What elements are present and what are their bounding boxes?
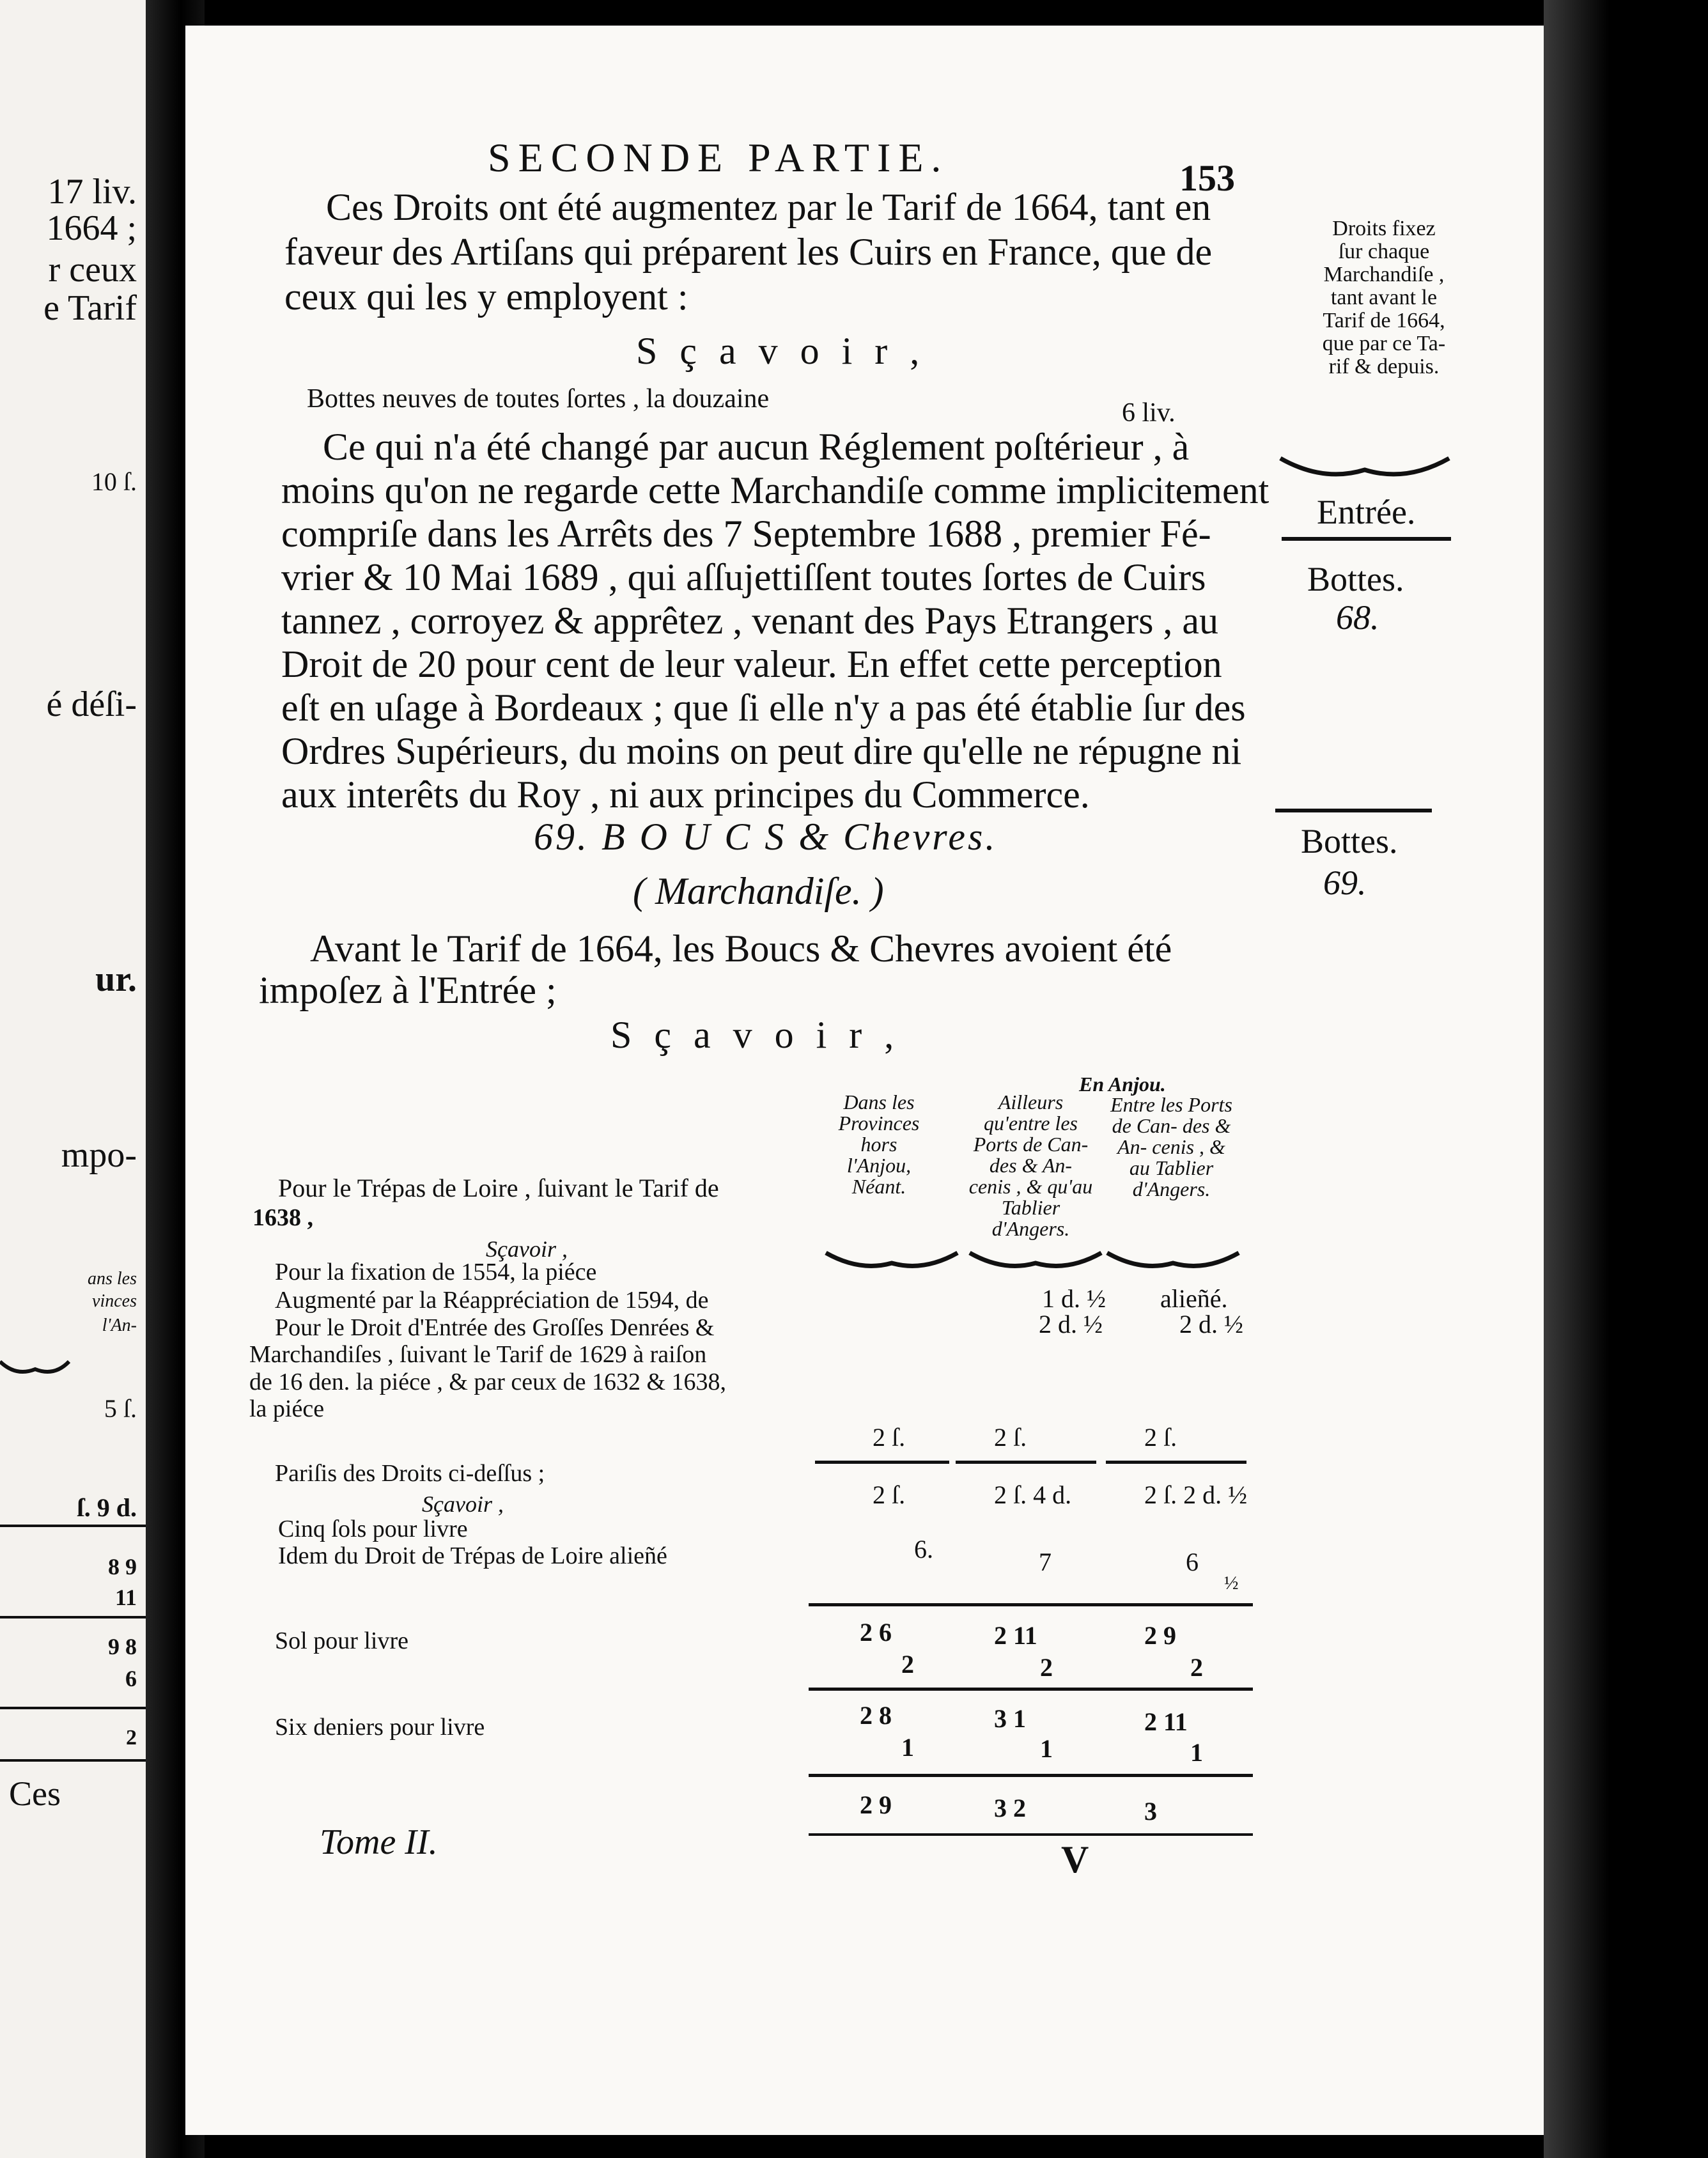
cell-entree-c3: 2 ſ. bbox=[1144, 1423, 1177, 1452]
cell-fixation-c3: alieñé. bbox=[1160, 1284, 1228, 1313]
table-row-label: Pour le Droit d'Entrée des Groſſes Denrées & bbox=[275, 1314, 715, 1341]
rule bbox=[1275, 809, 1432, 812]
cell-final-c1: 2 9 bbox=[860, 1790, 892, 1819]
bottes-label: Bottes neuves de toutes ſortes , la douzaine bbox=[307, 384, 770, 414]
cell-total1-c3: 2 ſ. 2 d. ½ bbox=[1144, 1480, 1248, 1509]
rule bbox=[0, 1707, 146, 1709]
cell-six-b-c1: 1 bbox=[901, 1733, 914, 1762]
margin-entree: Entrée. bbox=[1317, 493, 1416, 531]
margin-bottes: Bottes. bbox=[1307, 560, 1404, 598]
table-row-label: Six deniers pour livre bbox=[275, 1714, 485, 1741]
table-group-header: En Anjou. bbox=[1079, 1073, 1166, 1096]
table-row-label: Idem du Droit de Trépas de Loire alieñé bbox=[278, 1542, 667, 1569]
cell-six-c1: 2 8 bbox=[860, 1701, 892, 1730]
table-row-label: Cinq ſols pour livre bbox=[278, 1516, 468, 1542]
section-title: 69. B O U C S & Chevres. bbox=[534, 816, 998, 858]
margin-note-line: que par ce Ta- bbox=[1322, 332, 1446, 355]
left-fragment: l'An- bbox=[102, 1316, 137, 1335]
table-row-label: la piéce bbox=[249, 1395, 325, 1422]
cell-augmente-c3: 2 d. ½ bbox=[1179, 1310, 1243, 1339]
cell-augmente-c2: 2 d. ½ bbox=[1039, 1310, 1103, 1339]
margin-note-line: tant avant le bbox=[1330, 286, 1438, 309]
margin-note-line: rif & depuis. bbox=[1328, 355, 1440, 378]
cell-final-c3: 3 bbox=[1144, 1797, 1157, 1826]
cell-total1-c1: 2 ſ. bbox=[873, 1480, 906, 1509]
table-row-label: Marchandiſes , ſuivant le Tarif de 1629 à raiſon bbox=[249, 1341, 707, 1368]
left-fragment: ans les bbox=[88, 1269, 137, 1289]
paragraph-line: Avant le Tarif de 1664, les Boucs & Chevres avoient été bbox=[310, 928, 1172, 970]
margin-bottes-number: 68. bbox=[1336, 598, 1379, 637]
cell-sol-c3: 2 9 bbox=[1144, 1621, 1176, 1650]
rule bbox=[956, 1461, 1096, 1464]
cell-sol-b-c2: 2 bbox=[1040, 1653, 1053, 1682]
cell-sol-b-c1: 2 bbox=[901, 1650, 914, 1679]
cell-fixation-c2: 1 d. ½ bbox=[1042, 1284, 1106, 1313]
rule bbox=[809, 1774, 1253, 1777]
intro-line: faveur des Artiſans qui préparent les Cuirs en France, que de bbox=[284, 231, 1213, 273]
left-fragment: 11 bbox=[114, 1585, 137, 1610]
left-fragment: 6 bbox=[125, 1666, 137, 1691]
left-fragment: 10 ſ. bbox=[91, 467, 137, 496]
cell-six-c2: 3 1 bbox=[994, 1704, 1026, 1733]
paragraph-line: tannez , corroyez & apprêtez , venant des Pays Etrangers , au bbox=[281, 600, 1219, 642]
left-fragment: ur. bbox=[95, 959, 137, 999]
paragraph-line: impoſez à l'Entrée ; bbox=[259, 969, 557, 1011]
table-row-label: Sçavoir , bbox=[486, 1236, 568, 1262]
cell-six-c3: 2 11 bbox=[1144, 1707, 1188, 1736]
cell-cinq-c3: 6 bbox=[1186, 1548, 1199, 1576]
margin-bottes-number: 69. bbox=[1323, 864, 1367, 902]
table-row-label: Pariſis des Droits ci-deſſus ; bbox=[275, 1460, 545, 1487]
left-fragment: e Tarif bbox=[43, 288, 137, 328]
left-fragment: 5 ſ. bbox=[104, 1394, 137, 1423]
cell-final-c2: 3 2 bbox=[994, 1794, 1026, 1822]
brace-icon bbox=[825, 1246, 959, 1278]
intro-line: Ces Droits ont été augmentez par le Tarif de 1664, tant en bbox=[326, 186, 1211, 228]
intro-line: ceux qui les y employent : bbox=[284, 276, 688, 318]
paragraph-line: Ce qui n'a été changé par aucun Réglement poſtérieur , à bbox=[323, 426, 1190, 468]
margin-note-line: Marchandiſe , bbox=[1323, 263, 1445, 286]
left-fragment: ſ. 9 d. bbox=[77, 1493, 137, 1522]
margin-bottes: Bottes. bbox=[1301, 822, 1398, 860]
brace-icon bbox=[0, 1355, 70, 1381]
paragraph-line: Ordres Supérieurs, du moins on peut dire qu'elle ne répugne ni bbox=[281, 730, 1242, 772]
signature-mark: V bbox=[1061, 1838, 1089, 1881]
paragraph-line: eſt en uſage à Bordeaux ; que ſi elle n'y a pas été établie ſur des bbox=[281, 687, 1246, 729]
margin-note-line: ſur chaque bbox=[1338, 240, 1430, 263]
scavoir-heading: S ç a v o i r , bbox=[610, 1014, 901, 1056]
rule bbox=[809, 1833, 1253, 1836]
rule bbox=[815, 1461, 949, 1464]
cell-cinq-c2: 7 bbox=[1039, 1548, 1052, 1576]
tome-label: Tome II. bbox=[320, 1822, 438, 1862]
page-number: 153 bbox=[1179, 157, 1235, 199]
left-fragment: 17 liv. bbox=[47, 172, 137, 212]
left-fragment: r ceux bbox=[48, 250, 137, 290]
cell-six-b-c2: 1 bbox=[1040, 1734, 1053, 1763]
left-fragment: 2 bbox=[126, 1726, 137, 1750]
brace-icon bbox=[1278, 451, 1451, 489]
brace-icon bbox=[1106, 1246, 1240, 1278]
margin-note-line: Tarif de 1664, bbox=[1323, 309, 1445, 332]
table-row-label: Sol pour livre bbox=[275, 1627, 408, 1654]
left-page-fragment bbox=[0, 0, 146, 2158]
cell-sol-b-c3: 2 bbox=[1190, 1653, 1203, 1682]
page-edge bbox=[1544, 0, 1708, 2158]
cell-sol-c2: 2 11 bbox=[994, 1621, 1037, 1650]
brace-icon bbox=[968, 1246, 1103, 1278]
cell-six-b-c3: 1 bbox=[1190, 1738, 1203, 1767]
left-fragment: 1664 ; bbox=[46, 208, 137, 248]
left-fragment: 9 8 bbox=[108, 1634, 137, 1659]
cell-idem-fraction: ½ bbox=[1224, 1572, 1239, 1594]
paragraph-line: Droit de 20 pour cent de leur valeur. En effet cette perception bbox=[281, 643, 1222, 685]
margin-note bbox=[1304, 217, 1464, 378]
rule bbox=[809, 1603, 1253, 1606]
left-fragment: é déſi- bbox=[46, 685, 137, 724]
rule bbox=[0, 1616, 146, 1618]
running-title: SECONDE PARTIE. bbox=[488, 135, 949, 180]
left-fragment: Ces bbox=[9, 1774, 61, 1813]
rule bbox=[0, 1759, 146, 1762]
table-row-label: Augmenté par la Réappréciation de 1594, de bbox=[275, 1287, 709, 1314]
scavoir-heading: S ç a v o i r , bbox=[636, 330, 926, 372]
table-row-label: 1638 , bbox=[252, 1204, 313, 1231]
margin-note-line: Droits fixez bbox=[1332, 217, 1436, 240]
left-fragment: 8 9 bbox=[108, 1554, 137, 1580]
table-column-header: Entre les Ports de Can- des & An- cenis , & au Tablier d'Angers. bbox=[1110, 1093, 1232, 1200]
cell-sol-c1: 2 6 bbox=[860, 1618, 892, 1647]
cell-cinq-c1: 6. bbox=[914, 1535, 933, 1564]
rule bbox=[1282, 537, 1451, 541]
paragraph-line: compriſe dans les Arrêts des 7 Septembre 1688 , premier Fé- bbox=[281, 513, 1211, 555]
table-row-label: Sçavoir , bbox=[422, 1491, 504, 1517]
rule bbox=[1106, 1461, 1246, 1464]
table-row-label: Pour la fixation de 1554, la piéce bbox=[275, 1259, 597, 1285]
cell-total1-c2: 2 ſ. 4 d. bbox=[994, 1480, 1072, 1509]
cell-entree-c1: 2 ſ. bbox=[873, 1423, 906, 1452]
rule bbox=[0, 1525, 146, 1527]
table-row-label: de 16 den. la piéce , & par ceux de 1632 & 1638, bbox=[249, 1369, 727, 1395]
section-subtitle: ( Marchandiſe. ) bbox=[633, 870, 884, 912]
rule bbox=[809, 1688, 1253, 1691]
bottes-value: 6 liv. bbox=[1122, 398, 1176, 428]
table-row-label: Pour le Trépas de Loire , ſuivant le Tarif de bbox=[278, 1174, 719, 1202]
book-page bbox=[185, 26, 1544, 2135]
paragraph-line: vrier & 10 Mai 1689 , qui aſſujettiſſent toutes ſortes de Cuirs bbox=[281, 556, 1206, 598]
cell-entree-c2: 2 ſ. bbox=[994, 1423, 1027, 1452]
table-column-header: Ailleurs qu'entre les Ports de Can- des & An- cenis , & qu'au Tablier d'Angers. bbox=[968, 1091, 1093, 1240]
left-fragment: mpo- bbox=[61, 1135, 137, 1175]
paragraph-line: aux interêts du Roy , ni aux principes du Commerce. bbox=[281, 773, 1090, 816]
left-fragment: vinces bbox=[92, 1291, 137, 1311]
paragraph-line: moins qu'on ne regarde cette Marchandiſe comme implicitement bbox=[281, 469, 1269, 511]
table-column-header: Dans les Provinces hors l'Anjou, Néant. bbox=[838, 1091, 920, 1198]
